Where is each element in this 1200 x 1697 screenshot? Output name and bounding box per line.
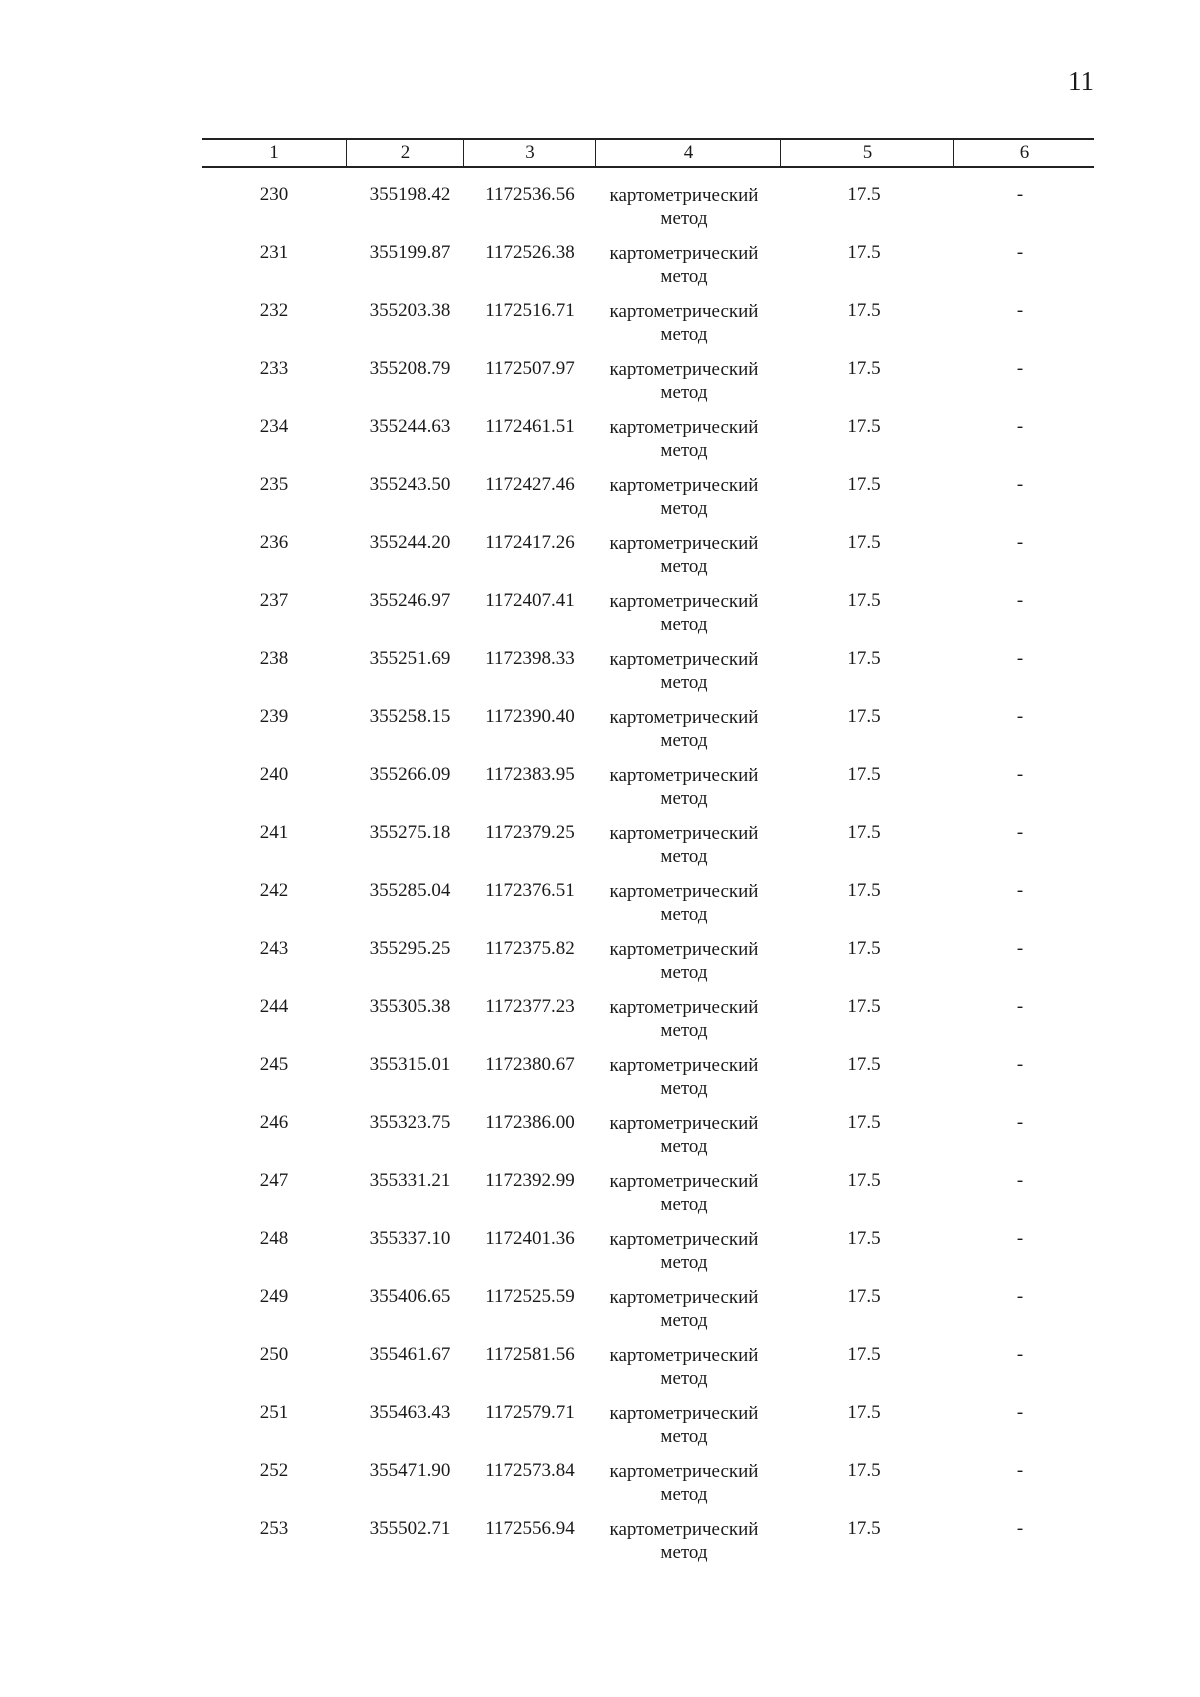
point-number: 239 bbox=[259, 706, 289, 727]
coordinate-y: 1172536.56 bbox=[485, 184, 575, 205]
description-value: - bbox=[1016, 1112, 1024, 1133]
description-value: - bbox=[1016, 184, 1024, 205]
method-line-2: метод bbox=[660, 730, 708, 751]
method-line-2: метод bbox=[660, 1078, 708, 1099]
method-line-1: картометрический bbox=[609, 185, 759, 206]
point-number: 246 bbox=[259, 1112, 289, 1133]
point-number: 247 bbox=[259, 1170, 289, 1191]
table-row bbox=[0, 474, 1200, 530]
method-cell bbox=[590, 590, 778, 636]
point-number: 230 bbox=[259, 184, 289, 205]
accuracy-value: 17.5 bbox=[847, 764, 881, 785]
description-value: - bbox=[1016, 242, 1024, 263]
method-line-1: картометрический bbox=[609, 823, 759, 844]
table-row bbox=[0, 184, 1200, 240]
table-row bbox=[0, 1344, 1200, 1400]
method-line-2: метод bbox=[660, 556, 708, 577]
method-line-1: картометрический bbox=[609, 997, 759, 1018]
description-value: - bbox=[1016, 648, 1024, 669]
table-row bbox=[0, 1054, 1200, 1110]
coordinate-y: 1172380.67 bbox=[485, 1054, 575, 1075]
page-number: 11 bbox=[1068, 66, 1094, 96]
method-cell bbox=[590, 358, 778, 404]
description-value: - bbox=[1016, 706, 1024, 727]
method-line-1: картометрический bbox=[609, 765, 759, 786]
accuracy-value: 17.5 bbox=[847, 474, 881, 495]
column-header-6: 6 bbox=[953, 140, 1095, 166]
point-number: 243 bbox=[259, 938, 289, 959]
coordinate-x: 355285.04 bbox=[369, 880, 451, 901]
column-header-3: 3 bbox=[463, 140, 596, 166]
point-number: 237 bbox=[259, 590, 289, 611]
method-cell bbox=[590, 1460, 778, 1506]
table-row bbox=[0, 706, 1200, 762]
description-value: - bbox=[1016, 938, 1024, 959]
coordinate-y: 1172556.94 bbox=[485, 1518, 575, 1539]
accuracy-value: 17.5 bbox=[847, 1228, 881, 1249]
coordinate-x: 355199.87 bbox=[369, 242, 451, 263]
accuracy-value: 17.5 bbox=[847, 1402, 881, 1423]
accuracy-value: 17.5 bbox=[847, 1344, 881, 1365]
method-cell bbox=[590, 416, 778, 462]
method-cell bbox=[590, 880, 778, 926]
accuracy-value: 17.5 bbox=[847, 880, 881, 901]
table-row bbox=[0, 300, 1200, 356]
column-header-2: 2 bbox=[346, 140, 464, 166]
accuracy-value: 17.5 bbox=[847, 358, 881, 379]
method-line-2: метод bbox=[660, 1194, 708, 1215]
table-header bbox=[202, 138, 1094, 168]
description-value: - bbox=[1016, 880, 1024, 901]
coordinate-x: 355198.42 bbox=[369, 184, 451, 205]
method-line-1: картометрический bbox=[609, 1519, 759, 1540]
method-line-2: метод bbox=[660, 1310, 708, 1331]
method-line-2: метод bbox=[660, 266, 708, 287]
table-row bbox=[0, 1460, 1200, 1516]
coordinate-x: 355337.10 bbox=[369, 1228, 451, 1249]
method-line-2: метод bbox=[660, 672, 708, 693]
point-number: 251 bbox=[259, 1402, 289, 1423]
method-cell bbox=[590, 822, 778, 868]
coordinate-y: 1172386.00 bbox=[485, 1112, 575, 1133]
method-cell bbox=[590, 1228, 778, 1274]
coordinate-y: 1172573.84 bbox=[485, 1460, 575, 1481]
method-line-2: метод bbox=[660, 1542, 708, 1563]
coordinate-x: 355244.20 bbox=[369, 532, 451, 553]
method-cell bbox=[590, 764, 778, 810]
description-value: - bbox=[1016, 1170, 1024, 1191]
coordinate-y: 1172507.97 bbox=[485, 358, 575, 379]
coordinate-x: 355251.69 bbox=[369, 648, 451, 669]
accuracy-value: 17.5 bbox=[847, 648, 881, 669]
method-cell bbox=[590, 706, 778, 752]
accuracy-value: 17.5 bbox=[847, 996, 881, 1017]
point-number: 235 bbox=[259, 474, 289, 495]
coordinate-y: 1172392.99 bbox=[485, 1170, 575, 1191]
accuracy-value: 17.5 bbox=[847, 416, 881, 437]
method-cell bbox=[590, 648, 778, 694]
method-line-2: метод bbox=[660, 440, 708, 461]
table-row bbox=[0, 416, 1200, 472]
table-row bbox=[0, 1402, 1200, 1458]
method-line-2: метод bbox=[660, 324, 708, 345]
method-line-1: картометрический bbox=[609, 417, 759, 438]
method-line-1: картометрический bbox=[609, 1229, 759, 1250]
coordinate-y: 1172581.56 bbox=[485, 1344, 575, 1365]
description-value: - bbox=[1016, 1518, 1024, 1539]
coordinate-x: 355315.01 bbox=[369, 1054, 451, 1075]
table-row bbox=[0, 242, 1200, 298]
point-number: 250 bbox=[259, 1344, 289, 1365]
method-line-2: метод bbox=[660, 788, 708, 809]
point-number: 241 bbox=[259, 822, 289, 843]
point-number: 249 bbox=[259, 1286, 289, 1307]
accuracy-value: 17.5 bbox=[847, 822, 881, 843]
description-value: - bbox=[1016, 1344, 1024, 1365]
method-line-2: метод bbox=[660, 1136, 708, 1157]
point-number: 245 bbox=[259, 1054, 289, 1075]
coordinate-y: 1172525.59 bbox=[485, 1286, 575, 1307]
accuracy-value: 17.5 bbox=[847, 184, 881, 205]
description-value: - bbox=[1016, 300, 1024, 321]
table-row bbox=[0, 880, 1200, 936]
method-cell bbox=[590, 1402, 778, 1448]
coordinate-x: 355275.18 bbox=[369, 822, 451, 843]
column-header-4: 4 bbox=[595, 140, 781, 166]
point-number: 253 bbox=[259, 1518, 289, 1539]
table-row bbox=[0, 1286, 1200, 1342]
description-value: - bbox=[1016, 532, 1024, 553]
method-cell bbox=[590, 184, 778, 230]
coordinate-y: 1172379.25 bbox=[485, 822, 575, 843]
point-number: 242 bbox=[259, 880, 289, 901]
coordinate-y: 1172461.51 bbox=[485, 416, 575, 437]
coordinate-y: 1172579.71 bbox=[485, 1402, 575, 1423]
method-line-2: метод bbox=[660, 1426, 708, 1447]
method-line-1: картометрический bbox=[609, 475, 759, 496]
coordinate-x: 355244.63 bbox=[369, 416, 451, 437]
table-row bbox=[0, 938, 1200, 994]
accuracy-value: 17.5 bbox=[847, 590, 881, 611]
coordinate-x: 355463.43 bbox=[369, 1402, 451, 1423]
coordinate-x: 355246.97 bbox=[369, 590, 451, 611]
method-line-1: картометрический bbox=[609, 1287, 759, 1308]
method-line-1: картометрический bbox=[609, 1055, 759, 1076]
method-line-2: метод bbox=[660, 382, 708, 403]
method-line-2: метод bbox=[660, 904, 708, 925]
method-line-2: метод bbox=[660, 1368, 708, 1389]
point-number: 233 bbox=[259, 358, 289, 379]
table-row bbox=[0, 358, 1200, 414]
table-row bbox=[0, 648, 1200, 704]
coordinate-x: 355502.71 bbox=[369, 1518, 451, 1539]
coordinate-x: 355323.75 bbox=[369, 1112, 451, 1133]
coordinate-y: 1172427.46 bbox=[485, 474, 575, 495]
method-cell bbox=[590, 300, 778, 346]
method-line-1: картометрический bbox=[609, 359, 759, 380]
table-row bbox=[0, 590, 1200, 646]
coordinate-x: 355203.38 bbox=[369, 300, 451, 321]
description-value: - bbox=[1016, 822, 1024, 843]
method-line-1: картометрический bbox=[609, 1345, 759, 1366]
coordinate-x: 355266.09 bbox=[369, 764, 451, 785]
method-cell bbox=[590, 938, 778, 984]
method-line-1: картометрический bbox=[609, 533, 759, 554]
point-number: 231 bbox=[259, 242, 289, 263]
description-value: - bbox=[1016, 1460, 1024, 1481]
accuracy-value: 17.5 bbox=[847, 1170, 881, 1191]
method-line-1: картометрический bbox=[609, 1461, 759, 1482]
point-number: 240 bbox=[259, 764, 289, 785]
accuracy-value: 17.5 bbox=[847, 300, 881, 321]
method-cell bbox=[590, 996, 778, 1042]
coordinate-y: 1172526.38 bbox=[485, 242, 575, 263]
accuracy-value: 17.5 bbox=[847, 1112, 881, 1133]
accuracy-value: 17.5 bbox=[847, 1054, 881, 1075]
coordinate-y: 1172376.51 bbox=[485, 880, 575, 901]
method-line-1: картометрический bbox=[609, 939, 759, 960]
table-row bbox=[0, 1170, 1200, 1226]
description-value: - bbox=[1016, 590, 1024, 611]
accuracy-value: 17.5 bbox=[847, 532, 881, 553]
column-header-5: 5 bbox=[780, 140, 954, 166]
description-value: - bbox=[1016, 1402, 1024, 1423]
table-row bbox=[0, 822, 1200, 878]
method-cell bbox=[590, 532, 778, 578]
coordinate-x: 355305.38 bbox=[369, 996, 451, 1017]
table-row bbox=[0, 996, 1200, 1052]
accuracy-value: 17.5 bbox=[847, 1286, 881, 1307]
coordinate-x: 355258.15 bbox=[369, 706, 451, 727]
method-line-2: метод bbox=[660, 962, 708, 983]
method-line-1: картометрический bbox=[609, 707, 759, 728]
method-cell bbox=[590, 1518, 778, 1564]
method-cell bbox=[590, 1112, 778, 1158]
coordinate-x: 355406.65 bbox=[369, 1286, 451, 1307]
description-value: - bbox=[1016, 996, 1024, 1017]
table-row bbox=[0, 764, 1200, 820]
description-value: - bbox=[1016, 1054, 1024, 1075]
method-line-2: метод bbox=[660, 208, 708, 229]
coordinate-y: 1172407.41 bbox=[485, 590, 575, 611]
coordinate-y: 1172377.23 bbox=[485, 996, 575, 1017]
method-cell bbox=[590, 1286, 778, 1332]
description-value: - bbox=[1016, 474, 1024, 495]
coordinate-y: 1172398.33 bbox=[485, 648, 575, 669]
coordinate-x: 355295.25 bbox=[369, 938, 451, 959]
table-row bbox=[0, 1518, 1200, 1574]
coordinate-y: 1172375.82 bbox=[485, 938, 575, 959]
coordinate-x: 355243.50 bbox=[369, 474, 451, 495]
description-value: - bbox=[1016, 416, 1024, 437]
accuracy-value: 17.5 bbox=[847, 706, 881, 727]
point-number: 234 bbox=[259, 416, 289, 437]
accuracy-value: 17.5 bbox=[847, 938, 881, 959]
table-row bbox=[0, 1112, 1200, 1168]
method-line-1: картометрический bbox=[609, 1171, 759, 1192]
method-line-2: метод bbox=[660, 1484, 708, 1505]
method-cell bbox=[590, 1054, 778, 1100]
description-value: - bbox=[1016, 1286, 1024, 1307]
table-row bbox=[0, 1228, 1200, 1284]
point-number: 232 bbox=[259, 300, 289, 321]
coordinate-y: 1172401.36 bbox=[485, 1228, 575, 1249]
method-cell bbox=[590, 1344, 778, 1390]
coordinate-x: 355208.79 bbox=[369, 358, 451, 379]
method-line-2: метод bbox=[660, 1020, 708, 1041]
table-row bbox=[0, 532, 1200, 588]
method-line-2: метод bbox=[660, 1252, 708, 1273]
column-header-1: 1 bbox=[269, 142, 279, 163]
point-number: 236 bbox=[259, 532, 289, 553]
method-line-2: метод bbox=[660, 614, 708, 635]
description-value: - bbox=[1016, 764, 1024, 785]
point-number: 252 bbox=[259, 1460, 289, 1481]
point-number: 238 bbox=[259, 648, 289, 669]
method-cell bbox=[590, 242, 778, 288]
method-line-1: картометрический bbox=[609, 243, 759, 264]
coordinate-x: 355331.21 bbox=[369, 1170, 451, 1191]
coordinate-y: 1172516.71 bbox=[485, 300, 575, 321]
point-number: 244 bbox=[259, 996, 289, 1017]
method-line-1: картометрический bbox=[609, 1113, 759, 1134]
point-number: 248 bbox=[259, 1228, 289, 1249]
coordinate-y: 1172390.40 bbox=[485, 706, 575, 727]
coordinate-y: 1172383.95 bbox=[485, 764, 575, 785]
accuracy-value: 17.5 bbox=[847, 1460, 881, 1481]
method-line-1: картометрический bbox=[609, 649, 759, 670]
method-line-1: картометрический bbox=[609, 301, 759, 322]
method-line-1: картометрический bbox=[609, 881, 759, 902]
description-value: - bbox=[1016, 1228, 1024, 1249]
accuracy-value: 17.5 bbox=[847, 1518, 881, 1539]
method-cell bbox=[590, 1170, 778, 1216]
method-line-1: картометрический bbox=[609, 1403, 759, 1424]
description-value: - bbox=[1016, 358, 1024, 379]
coordinate-x: 355471.90 bbox=[369, 1460, 451, 1481]
method-line-2: метод bbox=[660, 498, 708, 519]
accuracy-value: 17.5 bbox=[847, 242, 881, 263]
method-cell bbox=[590, 474, 778, 520]
method-line-1: картометрический bbox=[609, 591, 759, 612]
coordinate-y: 1172417.26 bbox=[485, 532, 575, 553]
coordinate-x: 355461.67 bbox=[369, 1344, 451, 1365]
method-line-2: метод bbox=[660, 846, 708, 867]
